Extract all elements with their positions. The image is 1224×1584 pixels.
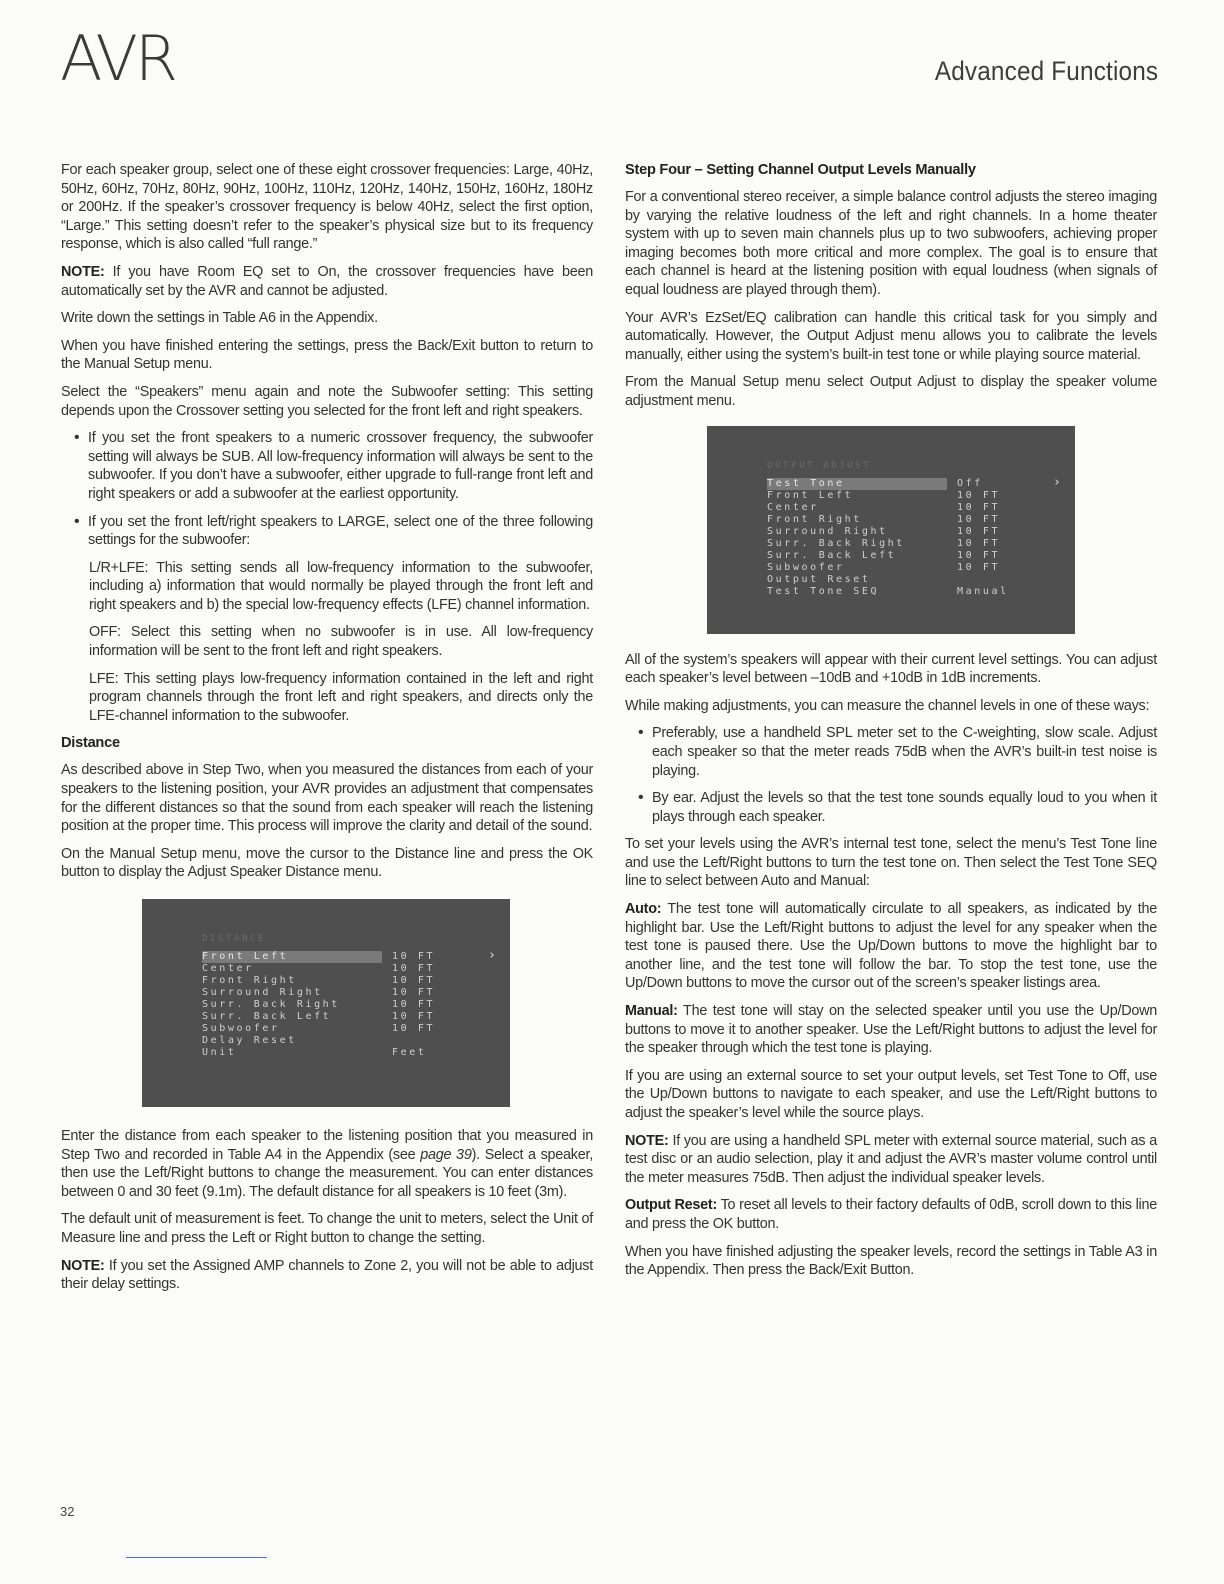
list-item: • If you set the front left/right speakers to LARGE, select one of the three following settings for the subwoofer: xyxy=(88,513,593,550)
osd-row: Front Right 10 FT xyxy=(202,975,436,986)
osd-menu-title: DISTANCE xyxy=(202,934,267,944)
paragraph: Your AVR’s EzSet/EQ calibration can handle this critical task for you simply and automatically. However, the Output Adjust menu allows you to calibrate the levels manually, either using the system’s built-in test tone or while playing source material. xyxy=(625,309,1157,363)
subwoofer-option-lfe: LFE: This setting plays low-frequency information contained in the left and right program channels through the front left and right speakers, and directs only the LFE-channel information to the subwoofer. xyxy=(89,670,593,724)
paragraph: For each speaker group, select one of these eight crossover frequencies: Large, 40Hz, 50Hz, 60Hz, 70Hz, 80Hz, 90Hz, 100Hz, 110Hz, 120Hz, 140Hz, 150Hz, 160Hz, 180Hz or 200Hz. If the speaker’s crossover frequency is below 40Hz, select the first option, “Large.” This setting doesn’t refer to the speaker’s physical size but to its frequency response, which is also called “full range.” xyxy=(61,162,593,253)
osd-menu-title: OUTPUT ADJUST xyxy=(767,460,872,471)
osd-row: Front Left 10 FT xyxy=(202,951,436,962)
note-label: NOTE: xyxy=(625,1132,669,1149)
output-reset-paragraph: Output Reset: To reset all levels to their factory defaults of 0dB, scroll down to this line and press the OK button. xyxy=(625,1197,1157,1232)
osd-row: Delay Reset xyxy=(202,1035,297,1046)
osd-row: Surr. Back Right 10 FT xyxy=(767,537,1001,549)
paragraph: To set your levels using the AVR’s internal test tone, select the menu’s Test Tone line and use the Left/Right buttons to turn the test tone on. Then select the Test Tone SEQ line to select between Auto and Manual: xyxy=(625,836,1157,890)
osd-row: Output Reset xyxy=(767,573,871,585)
manual-paragraph: Manual: The test tone will stay on the selected speaker until you use the Up/Down buttons to move it to another speaker. Use the Left/Right buttons to adjust the level for the speaker through which the test tone is playing. xyxy=(625,1003,1157,1057)
paragraph: When you have finished adjusting the speaker levels, record the settings in Table A3 in the Appendix. Then press the Back/Exit Button. xyxy=(625,1243,1157,1279)
right-column xyxy=(625,161,1157,1289)
note-label: NOTE: xyxy=(61,263,105,280)
osd-row: Center 10 FT xyxy=(202,963,436,974)
osd-row: Test Tone Off xyxy=(767,477,983,489)
paragraph: For a conventional stereo receiver, a simple balance control adjusts the stereo imaging by varying the relative loudness of the left and right channels. In a home theater system with up to seven main channels plus up to two subwoofers, achieving proper imaging becomes both more critical and more complex. The goal is to ensure that each channel is heard at the listening position with equal loudness (when signals of equal loudness are played through them). xyxy=(625,189,1157,298)
note-text: If you have Room EQ set to On, the crossover frequencies have been automatically set by the AVR and cannot be adjusted. xyxy=(61,263,593,299)
bullet-list xyxy=(625,724,1157,826)
osd-row: Center 10 FT xyxy=(767,501,1001,513)
subwoofer-option-lr-lfe: L/R+LFE: This setting sends all low-frequency information to the subwoofer, including a) information that would normally be played through the front left and right speakers and b) the special low-frequency effects (LFE) channel information. xyxy=(89,559,593,613)
paragraph: As described above in Step Two, when you measured the distances from each of your speakers to the listening position, your AVR provides an adjustment that compensates for the different distances so that the sound from each speaker will reach the listening position at the proper time. This process will improve the clarity and detail of the sound. xyxy=(61,762,593,835)
auto-label: Auto: xyxy=(625,901,662,918)
osd-row: Subwoofer 10 FT xyxy=(202,1023,436,1034)
page-reference: page 39 xyxy=(420,1146,472,1163)
subwoofer-option-off: OFF: Select this setting when no subwoofer is in use. All low-frequency information will be sent to the front left and right speakers. xyxy=(89,624,593,660)
note-paragraph: NOTE: If you are using a handheld SPL meter with external source material, such as a test disc or an audio selection, play it and adjust the AVR’s master volume control until the meter measures 75dB. Then adjust the individual speaker levels. xyxy=(625,1132,1157,1186)
step-four-heading: Step Four – Setting Channel Output Levels Manually xyxy=(625,162,976,178)
output-adjust-menu-screenshot xyxy=(707,426,1075,634)
osd-row: Subwoofer 10 FT xyxy=(767,561,1001,573)
paragraph: From the Manual Setup menu select Output Adjust to display the speaker volume adjustment menu. xyxy=(625,374,1157,409)
note-text: If you set the Assigned AMP channels to Zone 2, you will not be able to adjust their delay settings. xyxy=(61,1257,593,1293)
distance-menu-screenshot xyxy=(142,899,510,1107)
left-column xyxy=(61,161,593,1303)
paragraph: When you have finished entering the settings, press the Back/Exit button to return to the Manual Setup menu. xyxy=(61,337,593,373)
chevron-right-icon: › xyxy=(1053,474,1061,490)
paragraph: While making adjustments, you can measure the channel levels in one of these ways: xyxy=(625,697,1150,714)
bullet-list xyxy=(61,429,593,550)
note-paragraph xyxy=(61,263,593,300)
osd-row: Surr. Back Left 10 FT xyxy=(767,549,1001,561)
chevron-right-icon: › xyxy=(488,948,496,963)
manual-label: Manual: xyxy=(625,1003,678,1020)
paragraph: Select the “Speakers” menu again and note the Subwoofer setting: This setting depends upon the Crossover setting you selected for the front left and right speakers. xyxy=(61,383,593,419)
auto-paragraph: Auto: The test tone will automatically circulate to all speakers, as indicated by the highlight bar. Use the Left/Right buttons to adjust the level for any speaker when the test tone is paused there. Use the Up/Down buttons to move the highlight bar to another line, and the test tone will follow the bar. To stop the test tone, use the Up/Down buttons to move the cursor out of the screen’s speaker listings area. xyxy=(625,901,1157,992)
paragraph: All of the system’s speakers will appear with their current level settings. You can adjust each speaker’s level between –10dB and +10dB in 1dB increments. xyxy=(625,651,1157,687)
osd-row: Test Tone SEQ Manual xyxy=(767,585,1009,597)
paragraph: Enter the distance from each speaker to the listening position that you measured in Step Two and recorded in Table A4 in the Appendix (see page 39). Select a speaker, then use the Left/Right buttons to change the measurement. You can enter distances between 0 and 30 feet (9.1m). The default distance for all speakers is 10 feet (3m). xyxy=(61,1128,593,1200)
footer-rule xyxy=(126,1557,267,1558)
page-number: 32 xyxy=(60,1504,75,1519)
output-reset-label: Output Reset: xyxy=(625,1197,717,1214)
distance-heading: Distance xyxy=(61,735,120,752)
list-item: • If you set the front speakers to a numeric crossover frequency, the subwoofer setting will always be SUB. All low-frequency information will always be sent to the subwoofer. If you don’t have a subwoofer, either upgrade to full-range front left and right speakers or add a subwoofer at the earliest opportunity. xyxy=(88,429,593,503)
paragraph: On the Manual Setup menu, move the cursor to the Distance line and press the OK button to display the Adjust Speaker Distance menu. xyxy=(61,845,593,881)
osd-row: Surround Right 10 FT xyxy=(202,987,436,998)
note-label: NOTE: xyxy=(61,1257,105,1274)
osd-row: Surr. Back Left 10 FT xyxy=(202,1011,436,1022)
osd-row: Unit Feet xyxy=(202,1047,427,1058)
list-item: • By ear. Adjust the levels so that the test tone sounds equally loud to you when it plays through each speaker. xyxy=(652,789,1157,826)
paragraph: Write down the settings in Table A6 in the Appendix. xyxy=(61,310,378,327)
osd-row: Surr. Back Right 10 FT xyxy=(202,999,436,1010)
note-paragraph xyxy=(61,1257,593,1294)
paragraph: If you are using an external source to set your output levels, set Test Tone to Off, use the Up/Down buttons to navigate to each speaker, and use the Left/Right buttons to adjust the speaker’s level while the source plays. xyxy=(625,1067,1157,1121)
paragraph: The default unit of measurement is feet. To change the unit to meters, select the Unit of Measure line and press the Left or Right button to change the setting. xyxy=(61,1211,593,1246)
list-item: • Preferably, use a handheld SPL meter set to the C-weighting, slow scale. Adjust each speaker so that the meter reads 75dB when the AVR’s built-in test noise is playing. xyxy=(652,724,1157,780)
section-title: Advanced Functions xyxy=(934,56,1158,86)
osd-row: Surround Right 10 FT xyxy=(767,525,1001,537)
osd-row: Front Right 10 FT xyxy=(767,513,1001,525)
avr-logo: AVR xyxy=(60,22,175,95)
osd-row: Front Left 10 FT xyxy=(767,489,1001,501)
